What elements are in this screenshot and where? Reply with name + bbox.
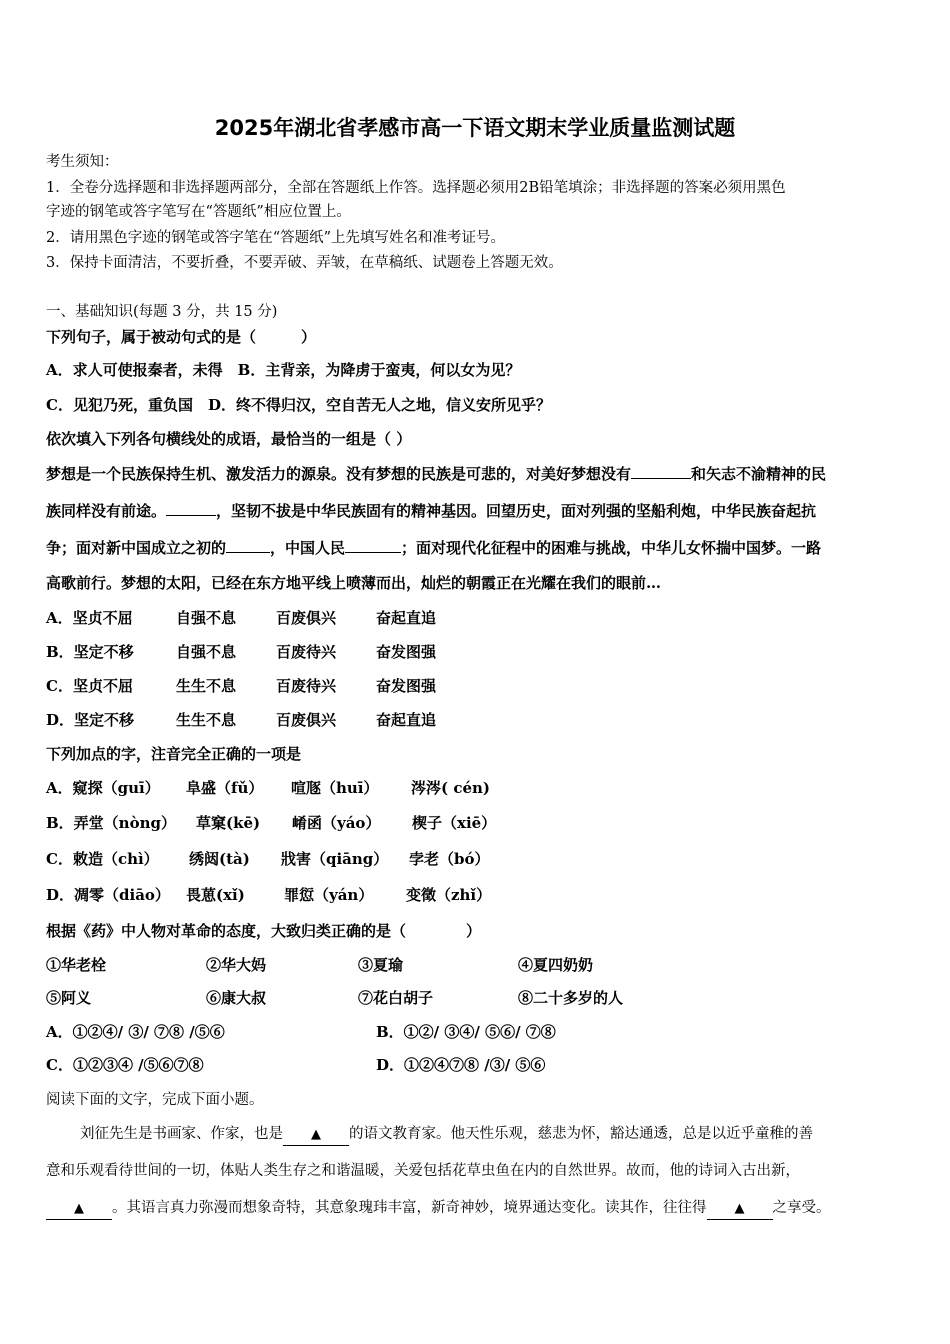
reading-text: 的语文教育家。他天性乐观，慈悲为怀，豁达通透，总是以近乎童稚的善 xyxy=(349,1126,813,1142)
q2-option-b xyxy=(46,642,436,662)
q4-options-row xyxy=(46,1022,556,1042)
notice-line: 2．请用黑色字迹的钢笔或答字笔在“答题纸”上先填写姓名和准考证号。 xyxy=(46,230,506,246)
q4-stem: 根据《药》中人物对革命的态度，大致归类正确的是（ ） xyxy=(46,922,482,940)
q3-option-part: B．弄堂（nòng） xyxy=(46,814,176,832)
q2-option-part: 百废俱兴 xyxy=(276,711,337,729)
q2-option-part: A．坚贞不屈 xyxy=(46,609,133,627)
q2-text: 梦想是一个民族保持生机、激发活力的源泉。没有梦想的民族是可悲的，对美好梦想没有 xyxy=(46,465,632,483)
q4-person: ①华老栓 xyxy=(46,956,107,974)
q2-passage-line xyxy=(46,463,826,484)
section-heading: 一、基础知识(每题 3 分，共 15 分) xyxy=(46,304,278,320)
q4-option-d: D．①②④⑦⑧ /③/ ⑤⑥ xyxy=(376,1056,546,1074)
q3-option-part: 变徵（zhǐ） xyxy=(406,886,492,904)
q2-option-d xyxy=(46,710,436,730)
q2-text: ；面对现代化征程中的困难与挑战，中华儿女怀揣中国梦。一路 xyxy=(401,539,822,557)
q3-option-part: 崤函（yáo） xyxy=(292,814,381,832)
q3-option-part: 草窠(kē) xyxy=(196,814,261,832)
notice-line: 字迹的钢笔或答字笔写在“答题纸”相应位置上。 xyxy=(46,204,351,220)
reading-passage-line xyxy=(46,1198,831,1220)
q2-passage-line xyxy=(46,537,821,558)
reading-passage-line: 意和乐观看待世间的一切，体贴人类生存之和谐温暖，关爱包括花草虫鱼在内的自然世界。故而，他的诗词入古出新， xyxy=(46,1163,800,1179)
q3-option-part: 罪愆（yán） xyxy=(284,886,374,904)
reading-text: 之享受。 xyxy=(772,1200,831,1216)
q2-option-part: 自强不息 xyxy=(176,643,237,661)
notice-line: 3．保持卡面清洁，不要折叠，不要弄破、弄皱，在草稿纸、试题卷上答题无效。 xyxy=(46,255,563,271)
q4-person: ⑤阿义 xyxy=(46,989,92,1007)
q4-options-row xyxy=(46,1055,545,1075)
q4-option-b: B．①②/ ③④/ ⑤⑥/ ⑦⑧ xyxy=(376,1023,556,1041)
q2-option-part: 百废俱兴 xyxy=(276,609,337,627)
q2-option-part: C．坚贞不屈 xyxy=(46,677,133,695)
q2-passage-line: 高歌前行。梦想的太阳，已经在东方地平线上喷薄而出，灿烂的朝霞正在光耀在我们的眼前… xyxy=(46,574,662,592)
page-title: 2025年湖北省孝感市高一下语文期末学业质量监测试题 xyxy=(214,116,736,140)
q2-option-part: 百废待兴 xyxy=(276,643,337,661)
q3-option-part: A．窥探（guī） xyxy=(46,779,160,797)
q3-option-b xyxy=(46,813,496,833)
q1-option-cd: C．见犯乃死，重负国 D．终不得归汉，空自苦无人之地，信义安所见乎？ xyxy=(46,396,551,414)
q3-option-a xyxy=(46,778,490,798)
q2-option-part: 奋发图强 xyxy=(376,643,437,661)
blank-triangle: ▲ xyxy=(283,1125,349,1146)
q2-text: 和矢志不渝精神的民 xyxy=(691,465,827,483)
q3-option-part: 涔涔( cén) xyxy=(411,779,490,797)
reading-intro: 阅读下面的文字，完成下面小题。 xyxy=(46,1092,264,1108)
q4-person: ⑧二十多岁的人 xyxy=(518,989,624,1007)
blank-triangle: ▲ xyxy=(46,1199,112,1220)
q2-option-c xyxy=(46,676,436,696)
reading-passage-line xyxy=(80,1124,813,1146)
q3-option-part: 畏葸(xǐ) xyxy=(186,886,245,904)
q3-option-part: 孛老（bó） xyxy=(409,850,490,868)
q3-option-part: D．凋零（diāo） xyxy=(46,886,170,904)
fill-blank xyxy=(166,500,216,516)
q2-option-part: 生生不息 xyxy=(176,711,237,729)
q4-person: ⑦花白胡子 xyxy=(358,989,434,1007)
blank-triangle: ▲ xyxy=(707,1199,773,1220)
q3-option-part: 阜盛（fǔ） xyxy=(186,779,264,797)
q2-text: ，坚韧不拔是中华民族固有的精神基因。回望历史，面对列强的坚船利炮，中华民族奋起抗 xyxy=(216,502,817,520)
q2-option-part: 自强不息 xyxy=(176,609,237,627)
q2-option-part: B．坚定不移 xyxy=(46,643,134,661)
q4-person: ④夏四奶奶 xyxy=(518,956,594,974)
q3-stem: 下列加点的字，注音完全正确的一项是 xyxy=(46,745,302,763)
q2-text: 族同样没有前途。 xyxy=(46,502,167,520)
q4-option-c: C．①②③④ /⑤⑥⑦⑧ xyxy=(46,1056,204,1074)
reading-text: 刘征先生是书画家、作家，也是 xyxy=(80,1126,283,1142)
q4-person: ⑥康大叔 xyxy=(206,989,267,1007)
fill-blank xyxy=(226,537,270,553)
notice-line: 1．全卷分选择题和非选择题两部分，全部在答题纸上作答。选择题必须用2B铅笔填涂；非选择题的答案必须用黑色 xyxy=(46,180,786,196)
fill-blank xyxy=(631,463,691,479)
q3-option-part: 绣闼(tà) xyxy=(189,850,250,868)
q2-option-part: D．坚定不移 xyxy=(46,711,135,729)
q2-option-a xyxy=(46,608,436,628)
q4-person: ③夏瑜 xyxy=(358,956,404,974)
q2-option-part: 生生不息 xyxy=(176,677,237,695)
q3-option-part: 喧豗（huī） xyxy=(291,779,379,797)
q2-option-part: 奋起直追 xyxy=(376,711,437,729)
q4-people-row xyxy=(46,955,593,975)
reading-text: 。其语言真力弥漫而想象奇特，其意象瑰玮丰富，新奇神妙，境界通达变化。读其作，往往得 xyxy=(112,1200,707,1216)
q4-people-row xyxy=(46,988,623,1008)
notice-heading: 考生须知： xyxy=(46,154,119,170)
q3-option-d xyxy=(46,885,491,905)
q4-person: ②华大妈 xyxy=(206,956,267,974)
q4-option-a: A．①②④/ ③/ ⑦⑧ /⑤⑥ xyxy=(46,1023,225,1041)
q1-option-ab: A．求人可使报秦者，未得 B．主背亲，为降虏于蛮夷，何以女为见？ xyxy=(46,361,521,379)
q2-text: ，中国人民 xyxy=(270,539,346,557)
q3-option-part: 楔子（xiē） xyxy=(412,814,497,832)
fill-blank xyxy=(345,537,401,553)
q2-option-part: 百废待兴 xyxy=(276,677,337,695)
q2-passage-line xyxy=(46,500,816,521)
q3-option-part: 戕害（qiāng） xyxy=(281,850,389,868)
q2-text: 争；面对新中国成立之初的 xyxy=(46,539,227,557)
q2-stem: 依次填入下列各句横线处的成语，最恰当的一组是（ ） xyxy=(46,430,412,448)
q2-option-part: 奋起直追 xyxy=(376,609,437,627)
q3-option-part: C．敕造（chì） xyxy=(46,850,159,868)
q1-stem: 下列句子，属于被动句式的是（ ） xyxy=(46,328,317,346)
q2-option-part: 奋发图强 xyxy=(376,677,437,695)
q3-option-c xyxy=(46,849,490,869)
